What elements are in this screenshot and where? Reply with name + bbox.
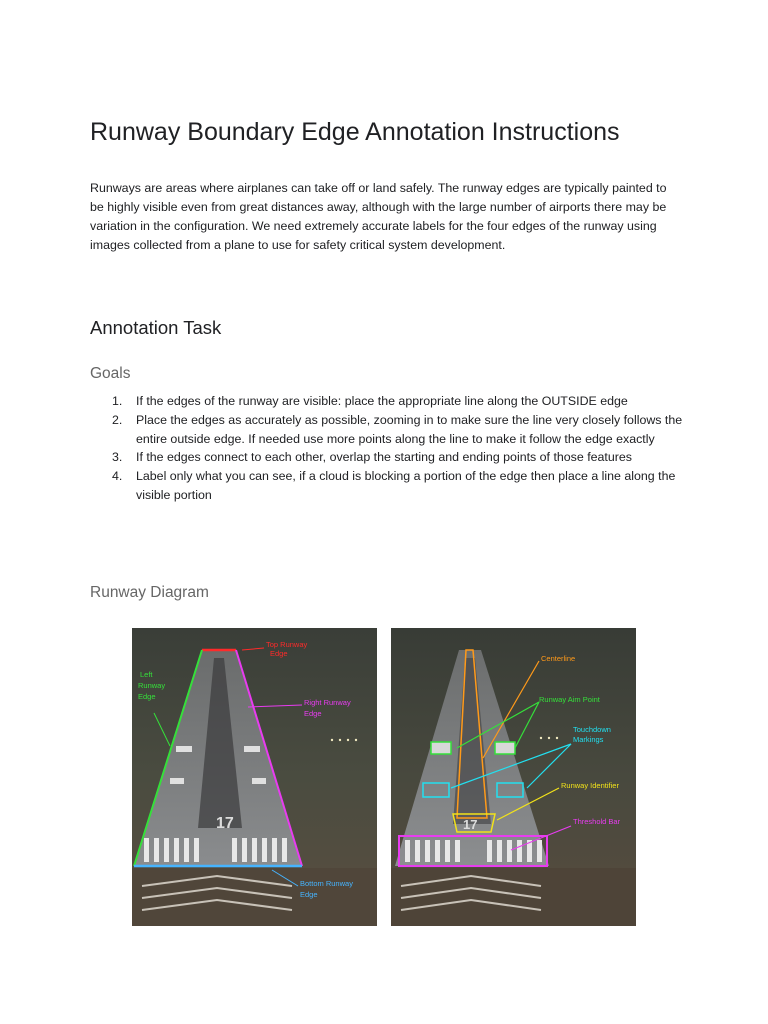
goal-item-4: [90, 467, 690, 505]
right-edge-label-1: Right Runway: [304, 698, 351, 707]
goals-list: [90, 392, 690, 505]
goal-text: If the edges connect to each other, overlap the starting and ending points of those features: [136, 450, 632, 465]
runway-diagram-heading: Runway Diagram: [90, 584, 209, 601]
intro-paragraph: Runways are areas where airplanes can take off or land safely. The runway edges are typically painted to be highly visible even from great distances away, although with the large number of airports there may be variation in the configuration. We need extremely accurate labels for the four edges of the runway using images collected from a plane to use for safety critical system development.: [90, 181, 667, 252]
right-edge-label-2: Edge: [304, 709, 322, 718]
runway-edges-figure: [132, 628, 377, 926]
top-edge-label-1: Top Runway: [266, 640, 308, 649]
page-title: Runway Boundary Edge Annotation Instructions: [90, 118, 620, 146]
goal-number: 4.: [112, 469, 123, 484]
apron-area: [132, 868, 377, 926]
runway-number: 17: [463, 817, 478, 832]
goal-item-1: [90, 392, 690, 411]
annotation-task-heading: Annotation Task: [90, 317, 222, 338]
goal-text: Label only what you can see, if a cloud is blocking a portion of the edge then place a line along the visible portion: [136, 469, 676, 502]
top-edge-label-2: Edge: [270, 649, 288, 658]
centerline-label: Centerline: [541, 654, 576, 663]
touchdown-label-2: Markings: [573, 735, 604, 744]
runway-number-marking: [216, 815, 234, 832]
goal-item-3: [90, 448, 690, 467]
goal-item-2: [90, 411, 690, 449]
goal-number: 2.: [112, 412, 123, 427]
bottom-edge-label-2: Edge: [300, 890, 318, 899]
runway-number: 17: [216, 815, 234, 832]
goal-number: 1.: [112, 394, 123, 408]
left-edge-label-2: Runway: [138, 681, 166, 690]
aim-point-label: Runway Aim Point: [539, 695, 600, 704]
goal-text: If the edges of the runway are visible: place the appropriate line along the OUTSIDE edge: [136, 394, 628, 408]
identifier-label: Runway Identifier: [561, 781, 619, 790]
goal-number: 3.: [112, 450, 123, 465]
left-edge-label-3: Edge: [138, 692, 156, 701]
aim-point-box-left: [431, 742, 451, 754]
apron-area: [391, 868, 636, 926]
aim-point-box-right: [495, 742, 515, 754]
goal-text: Place the edges as accurately as possible, zooming in to make sure the line very closely follows the entire outside edge. If needed use more points along the line to make it follow the edge exactly: [136, 412, 683, 446]
touchdown-label-1: Touchdown: [573, 725, 611, 734]
threshold-label: Threshold Bar: [573, 817, 621, 826]
bottom-edge-label-1: Bottom Runway: [300, 879, 353, 888]
left-edge-label-1: Left: [140, 670, 153, 679]
goals-heading: Goals: [90, 365, 131, 382]
runway-markings-figure: [391, 628, 636, 926]
